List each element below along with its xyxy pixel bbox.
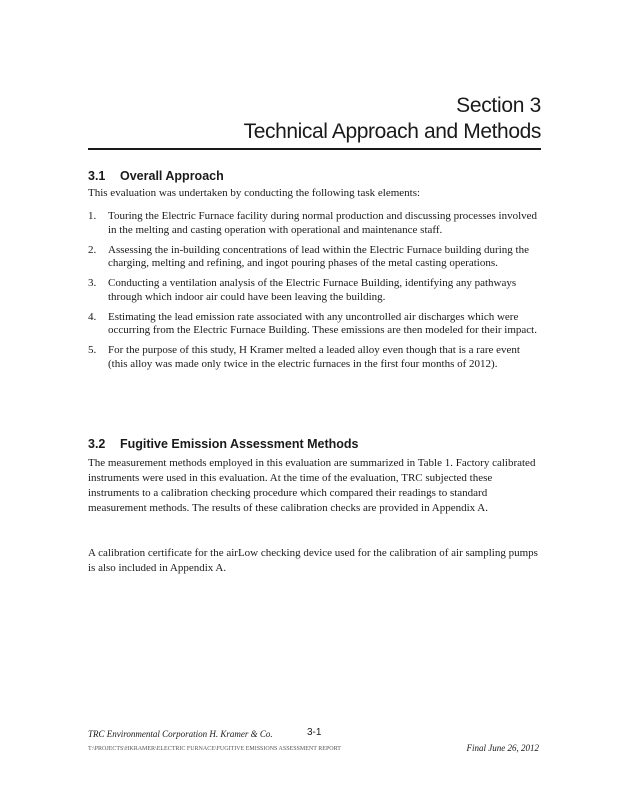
list-item-number: 2. (88, 243, 97, 256)
list-item-number: 1. (88, 210, 97, 222)
footer-company: TRC Environmental Corporation H. Kramer & Co. (88, 729, 273, 739)
title-rule (88, 148, 541, 150)
footer-file-path: T:\PROJECTS\HKRAMER\ELECTRIC FURNACE\FUGITIVE EMISSIONS ASSESSMENT REPORT (88, 746, 341, 752)
list-item-text: For the purpose of this study, H Kramer melted a leaded alloy even though that is a rare event (this alloy was made only twice in the electric furnaces in the first four months of 2012). (108, 344, 520, 370)
list-item-text: Estimating the lead emission rate associated with any uncontrolled air discharges which were occurring from the Electric Furnace Building. These emissions are then modeled for their impact. (108, 310, 537, 336)
footer-status: Final June 26, 2012 (466, 743, 539, 753)
list-item-text: Conducting a ventilation analysis of the Electric Furnace Building, identifying any pathways through which indoor air could have been leaving the building. (108, 277, 517, 303)
list-item-number: 5. (88, 344, 97, 356)
intro-paragraph: This evaluation was undertaken by conducting the following task elements: (88, 187, 421, 199)
list-item-number: 3. (88, 277, 97, 289)
list-item-number: 4. (88, 310, 97, 323)
list-item (88, 210, 540, 237)
task-list (88, 210, 540, 378)
heading-3-1-number: 3.1 (88, 169, 106, 183)
heading-3-2-number: 3.2 (88, 437, 106, 451)
heading-3-1 (88, 168, 224, 184)
heading-3-2-title: Fugitive Emission Assessment Methods (120, 437, 359, 451)
section-title: Technical Approach and Methods (243, 120, 541, 143)
section-label: Section 3 (456, 94, 541, 117)
list-item (88, 344, 540, 371)
list-item (88, 311, 540, 338)
heading-3-1-title: Overall Approach (120, 169, 224, 183)
list-item-text: Touring the Electric Furnace facility during normal production and discussing processes involved in the melting and casting operation with operational and maintenance staff. (108, 210, 538, 236)
list-item-text: Assessing the in-building concentrations of lead within the Electric Furnace building during the charging, melting and refining, and ingot pouring phases of the metal casting operations. (108, 243, 529, 269)
methods-paragraph-1: The measurement methods employed in this evaluation are summarized in Table 1. Factory calibrated instruments were used in this evaluation. At the time of the evaluation, TRC subjected these instruments to a calibration checking procedure which compared their readings to standard measurement methods. The results of these calibration checks are provided in Appendix A. (88, 457, 536, 514)
heading-3-2 (88, 436, 358, 452)
footer-page-number: 3-1 (307, 727, 322, 738)
list-item (88, 244, 540, 271)
methods-paragraph-2: A calibration certificate for the airLow checking device used for the calibration of air sampling pumps is also included in Appendix A. (88, 547, 538, 574)
list-item (88, 277, 540, 304)
